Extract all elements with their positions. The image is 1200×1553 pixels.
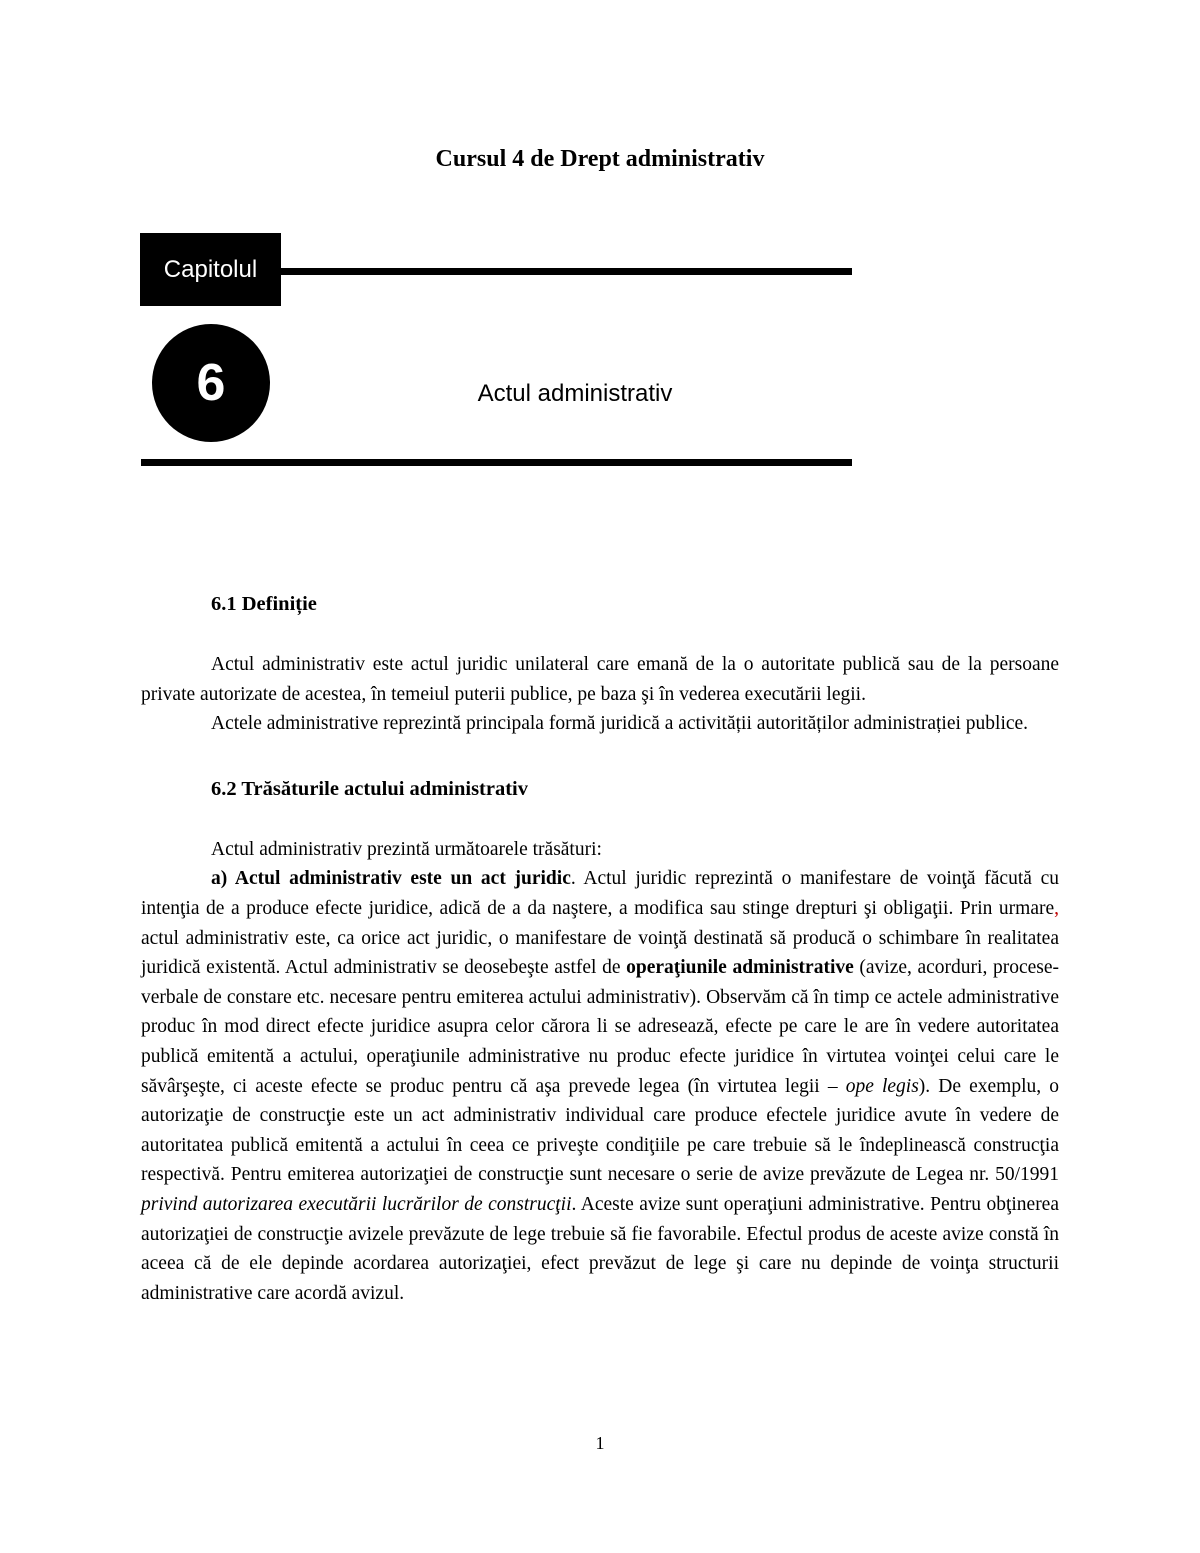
feature-a-italic-ope-legis: ope legis — [845, 1075, 919, 1097]
chapter-title: Actul administrativ — [477, 380, 673, 407]
feature-a-bold-term: operaţiunile administrative — [626, 957, 854, 979]
section-heading-features: 6.2 Trăsăturile actului administrativ — [211, 777, 528, 800]
feature-a-text-4: ). De exemplu, o autorizaţie de construcţie este un act administrativ individual care produce efectele juridice avute în vedere de autoritatea publică emitentă a actului în ceea ce priveşte condiţiile pe care trebuie să le îndeplinească construcţia respectivă. Pentru emiterea autorizaţiei de construcţie sunt necesare o serie de avize prevăzute de Legea nr. 50/1991 — [141, 1075, 1059, 1186]
section-heading-definition: 6.1 Definiție — [211, 593, 317, 615]
chapter-label-box — [140, 233, 281, 306]
chapter-label: Capitolul — [163, 255, 258, 283]
feature-a-text-5: . Aceste avize sunt operaţiuni administrative. Pentru obţinerea autorizaţiei de construcţie avizele prevăzute de lege trebuie să fie favorabile. Efectul produs de aceste avize constă în aceea că de ele depinde acordarea autorizaţiei, efect prevăzut de lege şi care nu depinde de voinţa structurii administrative care acordă avizul. — [141, 1193, 1059, 1304]
document-title: Cursul 4 de Drept administrativ — [435, 146, 765, 172]
chapter-number-circle — [152, 324, 270, 442]
paragraph-principal-form: Actele administrative reprezintă principala formă juridică a activității autorităților administrației publice. — [211, 713, 1029, 735]
paragraph-definition: Actul administrativ este actul juridic unilateral care emană de la o autoritate publică sau de la persoane private autorizate de acestea, în temeiul puterii publice, pe baza şi în vederea executării legii. — [141, 654, 1059, 705]
document-body — [141, 588, 1059, 1308]
feature-a-italic-law-title: privind autorizarea executării lucrărilor de construcţii — [141, 1193, 572, 1215]
chapter-bottom-rule — [141, 459, 852, 466]
feature-a-comma: , — [1054, 897, 1059, 919]
feature-a-heading: a) Actul administrativ este un act juridic — [211, 868, 571, 890]
paragraph-features-intro: Actul administrativ prezintă următoarele trăsături: — [211, 838, 602, 860]
paragraph-feature-a — [141, 864, 1059, 1308]
chapter-number: 6 — [196, 354, 226, 412]
feature-a-text-2: actul administrativ este, ca orice act juridic, o manifestare de voinţă destinată să producă o schimbare în realitatea juridică existentă. Actul administrativ se deosebeşte astfel de — [141, 927, 1059, 979]
feature-a-text-1: . Actul juridic reprezintă o manifestare de voinţă făcută cu intenţia de a produce efecte juridice, adică de a da naştere, a modifica sau stinge drepturi şi obligaţii. Prin urmare — [141, 868, 1060, 919]
chapter-top-rule — [281, 268, 852, 275]
page-number: 1 — [595, 1433, 605, 1453]
feature-a-text-3: (avize, acorduri, procese-verbale de constare etc. necesare pentru emiterea actului administrativ). Observăm că în timp ce actele administrative produc în mod direct efecte juridice asupra celor cărora li se adresează, efecte pe care le are în vedere autoritatea publică emitentă a actului, operaţiunile administrative nu produc efecte juridice în virtutea voinţei celui care le săvârşeşte, ci aceste efecte se produc pentru că aşa prevede legea (în virtutea legii – — [141, 957, 1059, 1097]
